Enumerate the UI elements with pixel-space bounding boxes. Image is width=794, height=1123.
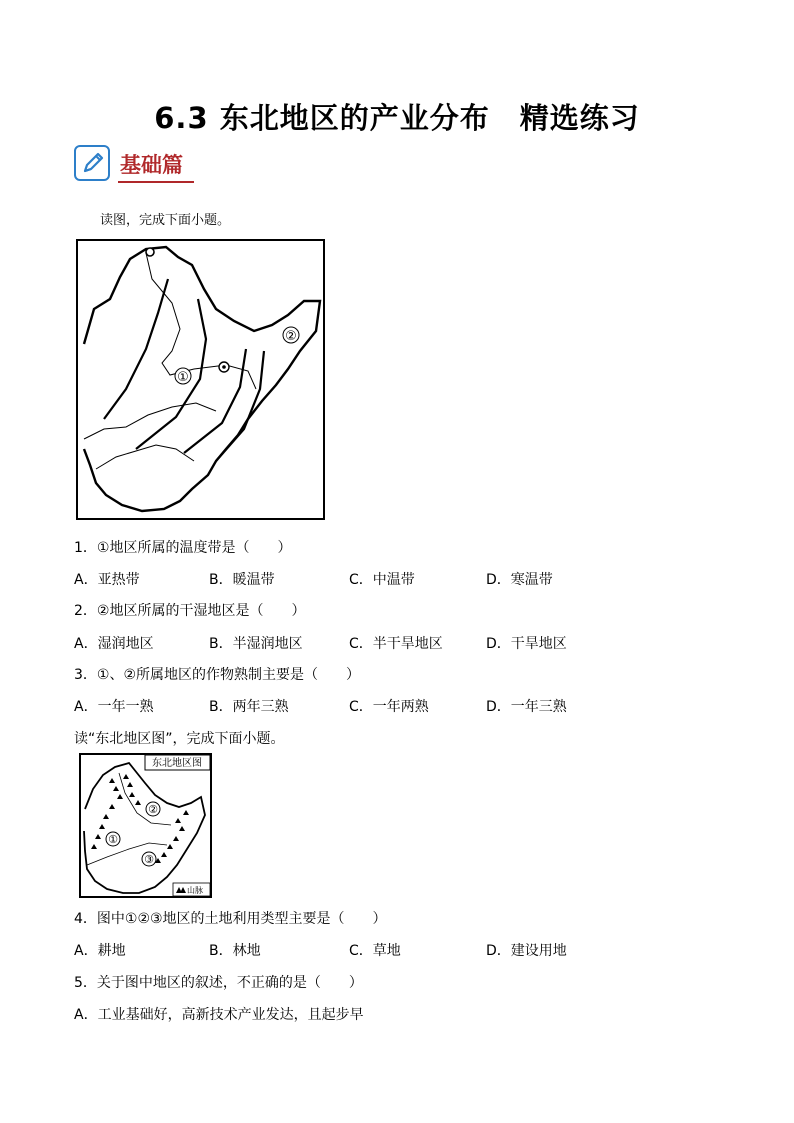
section-underline — [118, 181, 194, 183]
question-1: 1．①地区所属的温度带是（ ） — [74, 540, 292, 556]
q5-option-a[interactable]: A．工业基础好，高新技术产业发达，且起步早 — [74, 1007, 364, 1023]
q4-option-b[interactable]: B．林地 — [209, 943, 261, 959]
pencil-icon — [74, 145, 110, 181]
q2-option-b[interactable]: B．半湿润地区 — [209, 636, 303, 652]
intro-text-2: 读“东北地区图”，完成下面小题。 — [74, 731, 285, 747]
q1-option-d[interactable]: D．寒温带 — [486, 572, 553, 588]
q2-option-d[interactable]: D．干旱地区 — [486, 636, 567, 652]
q4-option-a[interactable]: A．耕地 — [74, 943, 126, 959]
map2-label-3: ③ — [144, 853, 154, 866]
q3-option-b[interactable]: B．两年三熟 — [209, 699, 289, 715]
question-4: 4．图中①②③地区的土地利用类型主要是（ ） — [74, 911, 387, 927]
q3-option-d[interactable]: D．一年三熟 — [486, 699, 567, 715]
map1-label-2: ② — [285, 329, 297, 344]
map2-title: 东北地区图 — [152, 758, 202, 769]
intro-text-1: 读图，完成下面小题。 — [100, 213, 231, 228]
map2-frame — [80, 754, 211, 897]
q2-option-c[interactable]: C．半干旱地区 — [349, 636, 443, 652]
question-3: 3．①、②所属地区的作物熟制主要是（ ） — [74, 667, 361, 683]
q1-option-a[interactable]: A．亚热带 — [74, 572, 140, 588]
map2-label-1: ① — [108, 833, 118, 846]
q4-option-c[interactable]: C．草地 — [349, 943, 401, 959]
question-2: 2．②地区所属的干湿地区是（ ） — [74, 603, 306, 619]
map1-city-icon — [146, 248, 154, 256]
page-title: 6.3 东北地区的产业分布 精选练习 — [154, 101, 640, 135]
q2-option-a[interactable]: A．湿润地区 — [74, 636, 154, 652]
q1-option-c[interactable]: C．中温带 — [349, 572, 415, 588]
q3-option-a[interactable]: A．一年一熟 — [74, 699, 154, 715]
q4-option-d[interactable]: D．建设用地 — [486, 943, 567, 959]
map1-label-1: ① — [177, 370, 189, 385]
question-5: 5．关于图中地区的叙述，不正确的是（ ） — [74, 975, 363, 991]
northeast-map-2 — [79, 753, 213, 899]
q3-option-c[interactable]: C．一年两熟 — [349, 699, 429, 715]
northeast-map-1 — [76, 239, 326, 521]
q1-option-b[interactable]: B．暖温带 — [209, 572, 275, 588]
map2-legend-label: 山脉 — [187, 886, 203, 895]
map2-label-2: ② — [148, 803, 158, 816]
section-label: 基础篇 — [120, 152, 183, 177]
